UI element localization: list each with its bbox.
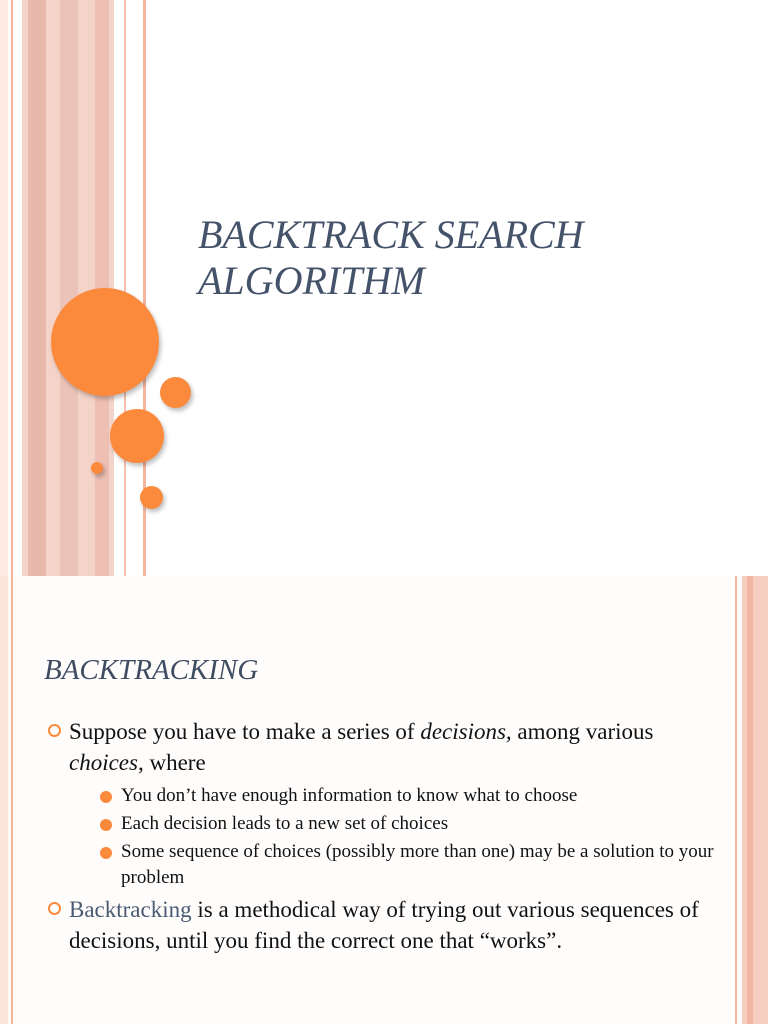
decor-circle <box>160 377 191 408</box>
bullet-ring-icon <box>48 724 61 737</box>
decor-circle <box>51 288 159 396</box>
bullet-text: is a methodical way of trying out various sequences of decisions, until you find the correct one that “works”. <box>69 897 699 953</box>
sub-bullet-text: You don’t have enough information to know what to choose <box>121 785 578 806</box>
title-line: ALGORITHM <box>198 258 425 303</box>
decor-circle <box>91 462 103 474</box>
decor-strip <box>747 576 753 1024</box>
decor-circle <box>140 486 163 509</box>
decor-strip <box>0 0 8 576</box>
sub-bullet-item <box>69 839 718 891</box>
bullet-dot-icon <box>100 791 112 803</box>
highlight-term: Backtracking <box>69 897 192 922</box>
emphasis-text: choices, <box>69 750 144 775</box>
bullet-ring-icon <box>48 902 61 915</box>
bullet-text: Suppose you have to make a series of <box>69 719 421 744</box>
bullet-list <box>48 716 718 956</box>
decor-strip <box>742 576 768 1024</box>
decor-strip <box>11 576 13 1024</box>
bullet-item <box>48 716 718 891</box>
decor-strip <box>11 0 13 576</box>
bullet-item <box>48 894 718 956</box>
bullet-dot-icon <box>100 847 112 859</box>
sub-bullet-list <box>69 783 718 891</box>
bullet-text: where <box>143 750 206 775</box>
decor-strip <box>28 0 46 576</box>
decor-strip <box>0 576 8 1024</box>
bullet-text: among various <box>511 719 654 744</box>
title-line: BACKTRACK SEARCH <box>198 212 584 257</box>
slide-heading: BACKTRACKING <box>44 654 259 686</box>
decor-strip <box>124 0 126 576</box>
sub-bullet-text: Each decision leads to a new set of choices <box>121 813 449 834</box>
decor-strip <box>735 576 737 1024</box>
slide-title-text <box>198 212 718 304</box>
decor-circle <box>110 409 164 463</box>
decor-strip <box>60 0 78 576</box>
sub-bullet-text: Some sequence of choices (possibly more than one) may be a solution to your problem <box>121 841 714 888</box>
sub-bullet-item <box>69 783 718 809</box>
sub-bullet-item <box>69 811 718 837</box>
bullet-dot-icon <box>100 819 112 831</box>
emphasis-text: decisions, <box>420 719 512 744</box>
